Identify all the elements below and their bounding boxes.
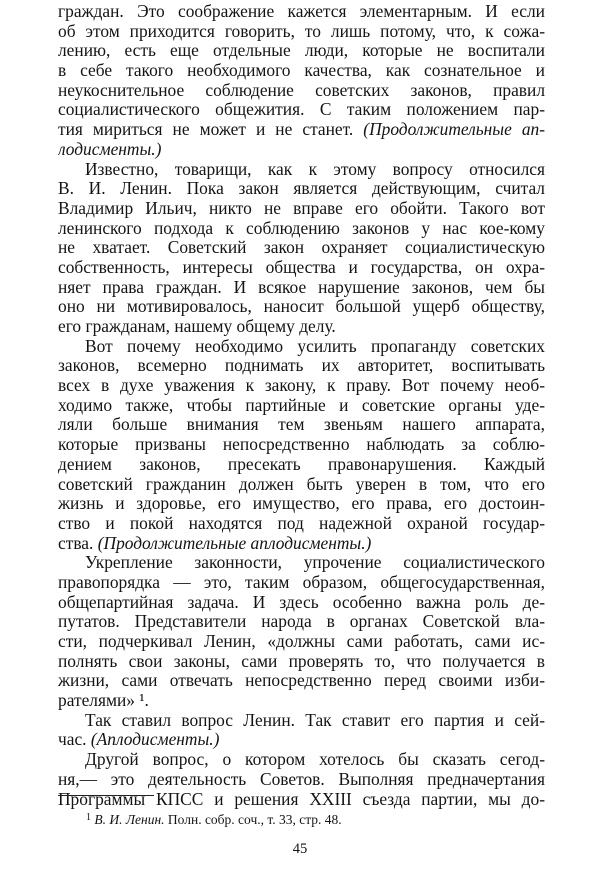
text-line: его гражданам, нашему общему делу. bbox=[58, 317, 336, 336]
page-number: 45 bbox=[292, 841, 308, 857]
footnote-divider bbox=[58, 795, 154, 796]
text-line: всех в духе уважения к закону, к праву. Вот почему необ- bbox=[58, 376, 545, 396]
text-line: дением законов, пресекать правонарушения. Каждый bbox=[58, 454, 545, 474]
text-line: оно ни мотивировалось, наносит большой ущерб обществу, bbox=[58, 297, 545, 317]
text-line: собственность, интересы общества и государства, он охра- bbox=[58, 257, 545, 277]
text-line: лению, есть еще отдельные люди, которые не воспитали bbox=[58, 41, 545, 61]
text-line: общепартийная задача. И здесь особенно важна роль де- bbox=[58, 592, 545, 612]
text-line: граждан. Это соображение кажется элементарным. И если bbox=[58, 2, 545, 21]
text-line: советский гражданин должен быть уверен в том, что его bbox=[58, 474, 545, 494]
text-line: час. (Аплодисменты.) bbox=[58, 730, 220, 750]
text-line: ства. (Продолжительные аплодисменты.) bbox=[58, 533, 372, 553]
text-line: путатов. Представители народа в органах Советской вла- bbox=[58, 612, 545, 632]
text-line: ляли больше внимания тем звеньям нашего аппарата, bbox=[58, 415, 545, 435]
text-line: жизни, сами отвечать непосредственно перед своими изби- bbox=[58, 671, 545, 691]
text-line: рателями» ¹. bbox=[58, 691, 149, 711]
text-line: Другой вопрос, о котором хотелось бы сказать сегод- bbox=[85, 750, 545, 770]
footnote-marker: 1 bbox=[86, 812, 91, 823]
text-line: лодисменты.) bbox=[58, 139, 162, 159]
text-line: которые призваны непосредственно наблюдать за соблю- bbox=[58, 435, 545, 455]
text-line: социалистического общежития. С таким положением пар- bbox=[58, 100, 545, 120]
text-line: законов, всемерно поднимать их авторитет, воспитывать bbox=[58, 356, 545, 376]
text-line: няет права граждан. И всякое нарушение законов, чем бы bbox=[58, 277, 545, 297]
body-text bbox=[58, 2, 545, 809]
text-line: тия мириться не может и не станет. (Продолжительные ап- bbox=[58, 120, 545, 140]
text-line: ходимо также, чтобы партийные и советские органы уде- bbox=[58, 395, 545, 415]
text-line: ство и покой находятся под надежной охраной государ- bbox=[58, 513, 545, 533]
text-line: ня,— это деятельность Советов. Выполняя предначертания bbox=[58, 769, 545, 789]
text-line: ленинского подхода к соблюдению законов у нас кое-кому bbox=[58, 218, 545, 238]
text-line: Вот почему необходимо усилить пропаганду советских bbox=[85, 336, 545, 356]
text-line: не хватает. Советский закон охраняет социалистическую bbox=[58, 238, 545, 258]
text-line: сти, подчеркивал Ленин, «должны сами работать, сами ис- bbox=[58, 632, 545, 651]
text-line: полнять свои законы, сами проверять то, что получается в bbox=[58, 651, 545, 671]
footnote bbox=[86, 812, 342, 828]
text-line: Владимир Ильич, никто не вправе его обойти. Такого вот bbox=[58, 198, 545, 218]
text-line: В. И. Ленин. Пока закон является действующим, считал bbox=[58, 179, 545, 199]
text-line: правопорядка — это, таким образом, общегосударственная, bbox=[58, 572, 545, 592]
text-line: жизнь и здоровье, его имущество, его права, его достоин- bbox=[58, 494, 545, 514]
text-line: неукоснительное соблюдение советских законов, правил bbox=[58, 80, 545, 100]
text-line: Укрепление законности, упрочение социалистического bbox=[85, 553, 545, 573]
text-line: Программы КПСС и решения XXIII съезда партии, мы до- bbox=[58, 789, 545, 809]
text-line: в себе такого необходимого качества, как сознательное и bbox=[58, 61, 545, 81]
footnote-author: В. И. Ленин. bbox=[94, 812, 165, 827]
footnote-reference: Полн. собр. соч., т. 33, стр. 48. bbox=[164, 812, 342, 827]
text-line: Так ставил вопрос Ленин. Так ставит его партия и сей- bbox=[85, 710, 545, 730]
text-line: Известно, товарищи, как к этому вопросу относился bbox=[85, 159, 545, 179]
text-line: об этом приходится говорить, то лишь потому, что, к сожа- bbox=[58, 21, 545, 41]
